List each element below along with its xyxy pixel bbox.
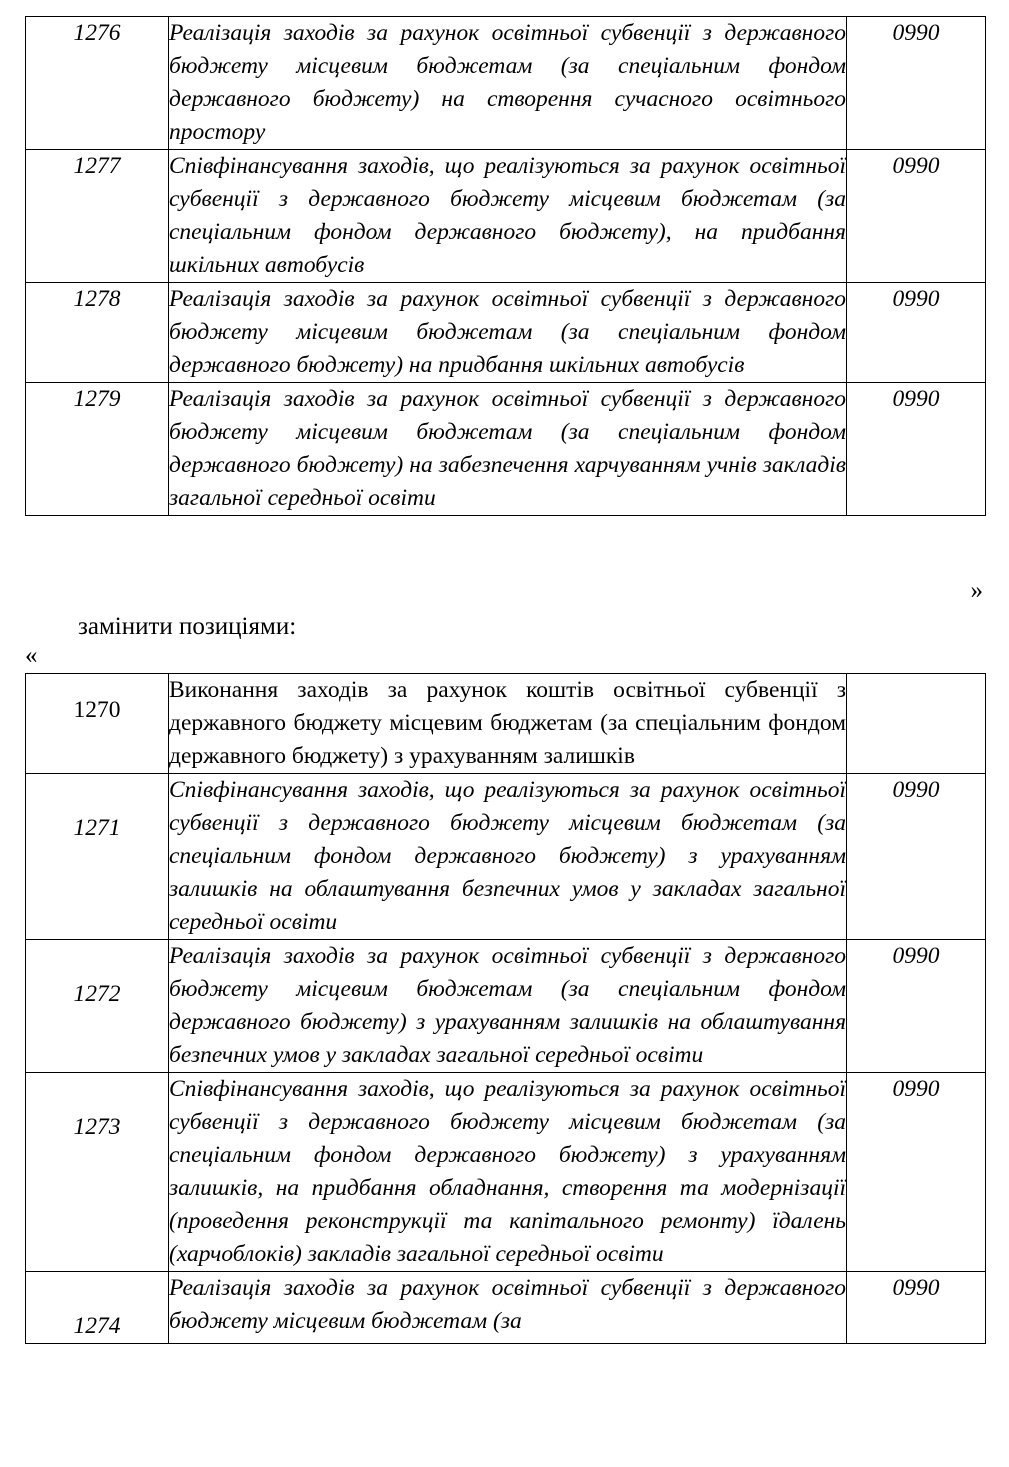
table-row: [26, 774, 986, 940]
positions-to-remove-table: [25, 16, 986, 516]
opening-quotation-mark: «: [25, 642, 38, 669]
table-row: [26, 1073, 986, 1272]
row-number-cell: 1270: [26, 674, 169, 774]
row-code-cell: 0990: [847, 1272, 986, 1344]
table-row: [26, 150, 986, 283]
row-number-cell: 1278: [26, 283, 169, 383]
row-description-cell: Реалізація заходів за рахунок освітньої субвенції з державного бюджету місцевим бюджетам (за спеціальним фондом державного бюджету) на створення сучасного освітнього простору: [169, 17, 847, 150]
row-number-cell: 1276: [26, 17, 169, 150]
row-code-cell: 0990: [847, 1073, 986, 1272]
row-description-cell: Виконання заходів за рахунок коштів освітньої субвенції з державного бюджету місцевим бюджетам (за спеціальним фондом державного бюджету) з урахуванням залишків: [169, 674, 847, 774]
table-row: [26, 283, 986, 383]
table-bottom-container: [25, 673, 986, 1344]
closing-quotation-mark: »: [970, 577, 983, 604]
row-code-cell: 0990: [847, 17, 986, 150]
replace-instruction-text: замінити позиціями:: [78, 613, 297, 640]
row-number-cell: 1274: [26, 1272, 169, 1344]
table-row: [26, 1272, 986, 1344]
row-description-cell: Реалізація заходів за рахунок освітньої субвенції з державного бюджету місцевим бюджетам (за: [169, 1272, 847, 1344]
table-top-container: [25, 16, 986, 516]
table-row: [26, 674, 986, 774]
row-code-cell: 0990: [847, 383, 986, 516]
table-row: [26, 940, 986, 1073]
row-code-cell: 0990: [847, 940, 986, 1073]
row-number-cell: 1271: [26, 774, 169, 940]
row-code-cell: 0990: [847, 150, 986, 283]
table-row: [26, 383, 986, 516]
row-code-cell: 0990: [847, 283, 986, 383]
row-code-cell: [847, 674, 986, 774]
row-description-cell: Співфінансування заходів, що реалізуються за рахунок освітньої субвенції з державного бюджету місцевим бюджетам (за спеціальним фондом державного бюджету), на придбання шкільних автобусів: [169, 150, 847, 283]
row-description-cell: Реалізація заходів за рахунок освітньої субвенції з державного бюджету місцевим бюджетам (за спеціальним фондом державного бюджету) на забезпечення харчуванням учнів закладів загальної середньої освіти: [169, 383, 847, 516]
row-description-cell: Співфінансування заходів, що реалізуються за рахунок освітньої субвенції з державного бюджету місцевим бюджетам (за спеціальним фондом державного бюджету) з урахуванням залишків на облаштування безпечних умов у закладах загальної середньої освіти: [169, 774, 847, 940]
row-description-cell: Реалізація заходів за рахунок освітньої субвенції з державного бюджету місцевим бюджетам (за спеціальним фондом державного бюджету) з урахуванням залишків на облаштування безпечних умов у закладах загальної середньої освіти: [169, 940, 847, 1073]
row-number-cell: 1279: [26, 383, 169, 516]
row-code-cell: 0990: [847, 774, 986, 940]
table-row: [26, 17, 986, 150]
row-description-cell: Співфінансування заходів, що реалізуються за рахунок освітньої субвенції з державного бюджету місцевим бюджетам (за спеціальним фондом державного бюджету) з урахуванням залишків, на придбання обладнання, створення та модернізації (проведення реконструкції та капітального ремонту) їдалень (харчоблоків) закладів загальної середньої освіти: [169, 1073, 847, 1272]
row-number-cell: 1273: [26, 1073, 169, 1272]
replacement-positions-table: [25, 673, 986, 1344]
row-number-cell: 1272: [26, 940, 169, 1073]
row-description-cell: Реалізація заходів за рахунок освітньої субвенції з державного бюджету місцевим бюджетам (за спеціальним фондом державного бюджету) на придбання шкільних автобусів: [169, 283, 847, 383]
row-number-cell: 1277: [26, 150, 169, 283]
